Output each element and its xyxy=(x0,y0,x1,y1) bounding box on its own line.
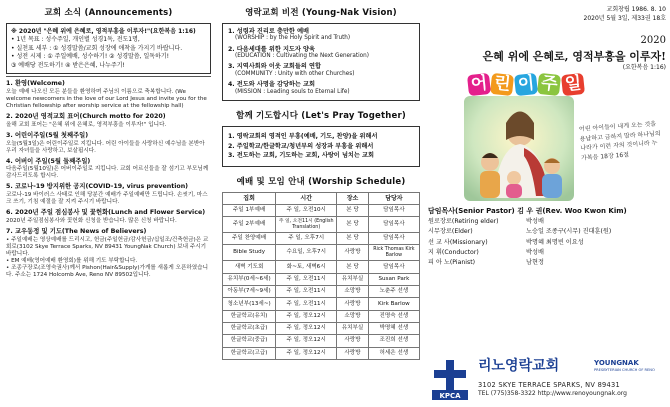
schedule-cell: 본 당 xyxy=(337,233,369,245)
schedule-cell: 주일 찬양예배 xyxy=(223,233,276,245)
schedule-cell: 본 당 xyxy=(337,261,369,273)
schedule-row xyxy=(223,217,420,233)
banner-letter: 이 xyxy=(514,73,539,96)
schedule-cell: Rick Thomas Kirk Barlow xyxy=(368,245,419,261)
staff-row xyxy=(428,239,666,247)
vision-en: (COMMUNITY : Unity with other Churches) xyxy=(235,71,355,78)
schedule-cell: 화~토, 새벽6시 xyxy=(276,261,337,273)
banner-letters xyxy=(468,74,584,95)
schedule-cell: Kirk Barlow xyxy=(368,298,419,310)
schedule-cell: 사랑방 xyxy=(337,245,369,261)
staff-role: 원로장로(Retiring elder) xyxy=(428,218,499,225)
schedule-cell: 허세은 선생 xyxy=(368,347,419,359)
vision-en: (WORSHIP : by the Holy Spirit and Truth) xyxy=(235,35,351,42)
church-name-en: YOUNGNAK xyxy=(594,359,639,367)
schedule-cell: 사랑방 xyxy=(337,335,369,347)
church-contact: TEL (775)358-3322 http://www.renoyoungnak.org xyxy=(478,390,627,397)
schedule-row xyxy=(223,245,420,261)
schedule-cell: 주 일, 정오12시 xyxy=(276,310,337,322)
staff-rows xyxy=(428,218,666,267)
schedule-title: 예배 및 모임 안내 (Worship Schedule) xyxy=(236,177,406,187)
church-name-en-sub: PRESBYTERIAN CHURCH OF RENO xyxy=(594,368,655,372)
schedule-cell: Susan Park xyxy=(368,273,419,285)
vision-item xyxy=(228,81,414,96)
vision-item xyxy=(228,46,414,61)
schedule-row xyxy=(223,298,420,310)
schedule-cell: 조진희 선생 xyxy=(368,335,419,347)
kpca-cross-icon xyxy=(428,358,472,402)
schedule-cell: 주 일, 정오12시 xyxy=(276,322,337,334)
scripture-verse: 어린 아이들이 내게 오는 것을 용납하고 금하지 말라 하나님의 나라가 이런 자의 것이니라 누가복음 18장 16절 xyxy=(578,120,661,162)
schedule-header-row xyxy=(223,192,420,204)
schedule-row xyxy=(223,335,420,347)
schedule-row xyxy=(223,273,420,285)
schedule-cell: 주 일, 오전11시 xyxy=(276,273,337,285)
banner-letter: 어 xyxy=(467,73,492,96)
kpca-label: KPCA xyxy=(439,392,461,400)
middle-column xyxy=(222,0,420,407)
news-item xyxy=(6,132,211,155)
news-item xyxy=(6,209,211,225)
schedule-cell: 아동부(7세~9세) xyxy=(223,286,276,298)
schedule-cell: 본 당 xyxy=(337,204,369,216)
schedule-cell: 진명숙 선생 xyxy=(368,310,419,322)
church-motto: 은혜 위에 은혜로, 영적부흥을 이루자! xyxy=(482,49,666,63)
news-body: 올해 교회 표어는 "은혜 위에 은혜로, 영적부흥을 이루자!" 입니다. xyxy=(6,121,167,128)
schedule-cell: 유치부실 xyxy=(337,273,369,285)
pray-title: 함께 기도합시다 (Let's Pray Together) xyxy=(236,111,406,122)
news-body: • 주일예배는 영상예배를 드리시고, 헌금(주일헌금/감사헌금/십일조/건축헌금)은 교회로(3102 Skye Terrace Sparks, NV 89431 YoungNak Church) 보내 주시기 바랍니다. • EM 예배(영어예배 환영회)를 위해 기도 부탁합니다. • 조종구장로(조영숙권사)께서 Pishon(Hair&Supply)가게를 새롭게 오픈하였습니다. 주소는 1724 Holcomb Ave, Reno NV 89502입니다. xyxy=(6,236,209,278)
news-item xyxy=(6,228,211,279)
childrens-day-illustration xyxy=(428,72,666,203)
schedule-cell: 주 일, 정오12시 xyxy=(276,347,337,359)
news-item xyxy=(6,113,211,129)
schedule-cell: 주 일, 오전10시 xyxy=(276,204,337,216)
news-heading: 7. 교우동정 및 기도(The News of Believers) xyxy=(6,228,147,236)
news-heading: 3. 어린이주일(5월 첫째주일) xyxy=(6,131,89,139)
schedule-cell: 담임목사 xyxy=(368,233,419,245)
schedule-cell: 청소년부(13세~) xyxy=(223,298,276,310)
schedule-cell: 한글학교(초급) xyxy=(223,322,276,334)
vision-item xyxy=(228,63,414,78)
schedule-row xyxy=(223,204,420,216)
schedule-cell: 소망방 xyxy=(337,286,369,298)
announcements-column xyxy=(6,0,211,407)
schedule-row xyxy=(223,286,420,298)
schedule-row xyxy=(223,347,420,359)
schedule-row xyxy=(223,261,420,273)
schedule-header: 담당자 xyxy=(368,192,419,204)
schedule-cell: 수요일, 오후7시 xyxy=(276,245,337,261)
vision-en: (MISSION : Leading souls to Eternal Life) xyxy=(235,89,350,95)
staff-row xyxy=(428,249,666,257)
schedule-cell: 담임목사 xyxy=(368,261,419,273)
banner-letter: 일 xyxy=(561,73,586,96)
staff-role: 피 아 노(Pianist) xyxy=(428,259,476,266)
vision-box xyxy=(222,23,420,102)
news-body: 코로나-19 바이러스 사태로 인해 당분간 예배가 주일예배만 드립니다. 손씻기, 마스크 쓰기, 기침 예절을 잘 지켜 주시기 바랍니다. xyxy=(6,192,208,206)
founded-date: 교회창립 1986. 8. 10 xyxy=(606,6,666,13)
staff-list xyxy=(428,207,666,267)
news-body: 오늘(5월3일)은 어린이주일로 지킵니다. 어린 아이들을 사랑하신 예수님을 본받아 우리 자녀들을 사랑하고, 보살핍시다. xyxy=(6,140,205,154)
vision-ko: 2. 다음세대를 위한 지도자 양육 xyxy=(228,45,315,53)
schedule-cell: 주 일, 오전11시 xyxy=(276,298,337,310)
summary-line: ③ 예배당 전도하기! ④ 받은은혜, 나누주기! xyxy=(11,61,125,69)
schedule-cell: 본 당 xyxy=(337,217,369,233)
schedule-header: 장소 xyxy=(337,192,369,204)
staff-names: 박성배 xyxy=(526,218,544,225)
news-body: 오늘 예배 나오신 모든 분들을 환영하며 주님의 이름으로 축복합니다. (We welcome newcomers in the love of our Lord Jesus and invite you for the Christian fellowship after worship service at the fellowship hall) xyxy=(6,88,207,109)
schedule-cell: 한글학교(고급) xyxy=(223,347,276,359)
schedule-cell: 사랑방 xyxy=(337,347,369,359)
vision-ko: 1. 성령과 진리로 충만한 예배 xyxy=(228,27,310,35)
staff-names: 박명혜 최명빈 이요성 xyxy=(526,238,584,246)
banner-letter: 린 xyxy=(490,73,515,96)
summary-line: • 실천표 세부 : ① 성경말씀/교회 성장에 애착을 가지기 바랍니다. xyxy=(11,44,183,52)
announcements-title: 교회 소식 (Announcements) xyxy=(44,8,173,18)
schedule-cell: 사랑방 xyxy=(337,298,369,310)
news-heading: 6. 2020년 주일 점심봉사 및 꽃헌화(Lunch and Flower Service) xyxy=(6,209,206,217)
pray-box xyxy=(222,126,420,167)
motto-reference: (요한복음 1:16) xyxy=(622,64,666,72)
motto-summary-box xyxy=(6,23,211,75)
schedule-cell: 한글학교(유치) xyxy=(223,310,276,322)
schedule-cell: 한글학교(중급) xyxy=(223,335,276,347)
staff-role: 선 교 사(Missionary) xyxy=(428,238,488,246)
schedule-cell: 박명혜 선생 xyxy=(368,322,419,334)
vision-ko: 3. 지역사회와 이웃 교회들의 연합 xyxy=(228,63,321,71)
news-body: 2020년 주일점심봉사와 꽃헌화 신청을 받습니다. 많은 신청 바랍니다. xyxy=(6,218,177,225)
schedule-cell: 주 일, 오전11시 xyxy=(276,286,337,298)
news-item xyxy=(6,80,211,110)
schedule-cell: 주 일, 오전11시 (English Translation) xyxy=(276,217,337,233)
schedule-cell: 담임목사 xyxy=(368,204,419,216)
staff-names: 남현정 xyxy=(526,259,544,266)
schedule-cell: 주 일, 정오12시 xyxy=(276,335,337,347)
vision-ko: 4. 전도와 사명을 감당하는 교회 xyxy=(228,81,315,89)
news-heading: 1. 환영(Welcome) xyxy=(6,80,65,88)
schedule-cell: 주일 1부예배 xyxy=(223,204,276,216)
staff-names: 박성배 xyxy=(526,248,544,256)
schedule-cell: 유치부실 xyxy=(337,322,369,334)
church-footer xyxy=(428,355,666,403)
news-heading: 5. 코로나-19 방지위한 공지(COVID-19, virus prevention) xyxy=(6,183,189,191)
news-list xyxy=(6,80,211,279)
staff-row xyxy=(428,259,666,267)
schedule-row xyxy=(223,322,420,334)
news-heading: 4. 어버이 주일(5월 둘째주일) xyxy=(6,157,91,165)
schedule-row xyxy=(223,310,420,322)
church-info xyxy=(428,5,666,23)
schedule-cell: 노춘주 선생 xyxy=(368,286,419,298)
schedule-cell: 주일 2부예배 xyxy=(223,217,276,233)
summary-line: • 성전 시제 : ① 주일예배, 성수하기! ② 성경말씀, 일독하기! xyxy=(11,53,170,61)
schedule-cell: 유치부(0세~6세) xyxy=(223,273,276,285)
news-body: 다음주일(5월10일)은 어버이주일로 지킵니다. 교회 어르신들을 잘 섬기고 부모님께 감사드리도록 합시다. xyxy=(6,166,209,180)
summary-line: • 1년 목표 : 성수주일, 개인별 성경1독, 전도1명, xyxy=(11,36,140,44)
issue-date: 2020년 5월 3일, 제33권 18호 xyxy=(583,15,666,22)
pray-item: 1. 영락교회의 영적인 부흥(예배, 기도, 찬양)을 위해서 xyxy=(228,132,378,140)
senior-pastor: 담임목사(Senior Pastor) 김 우 권(Rev. Woo Kwon Kim) xyxy=(428,206,627,215)
vision-en: (EDUCATION : Cultivating the Next Generation) xyxy=(235,53,369,60)
news-heading: 2. 2020년 영적교회 표어(Church motto for 2020) xyxy=(6,112,166,120)
summary-line: ※ 2020년 "은혜 위에 은혜로, 영적부흥을 이루자!"(요한복음 1:16) xyxy=(11,27,196,35)
staff-role: 시무장로(Elder) xyxy=(428,228,473,236)
schedule-table xyxy=(222,192,420,360)
staff-names: 노승일 조종구(시무) 진대훈(원) xyxy=(526,228,612,236)
staff-row xyxy=(428,218,666,226)
schedule-body xyxy=(223,204,420,359)
divider xyxy=(6,76,211,77)
schedule-cell: 소망방 xyxy=(337,310,369,322)
vision-item xyxy=(228,28,414,43)
schedule-header: 집회 xyxy=(223,192,276,204)
schedule-cell: 주 일, 오후7시 xyxy=(276,233,337,245)
schedule-header: 시간 xyxy=(276,192,337,204)
motto-year: 2020 xyxy=(640,35,666,46)
schedule-cell: Bible Study xyxy=(223,245,276,261)
childrens-day-banner xyxy=(468,74,584,95)
staff-row xyxy=(428,228,666,236)
schedule-cell: 담임목사 xyxy=(368,217,419,233)
schedule-cell: 새벽 기도회 xyxy=(223,261,276,273)
church-name-ko: 리노영락교회 xyxy=(478,358,560,374)
banner-letter: 주 xyxy=(537,73,562,96)
news-item xyxy=(6,158,211,181)
pray-item: 3. 전도하는 교회, 기도하는 교회, 사랑이 넘치는 교회 xyxy=(228,152,374,160)
vision-title: 영락교회 비전 (Young-Nak Vision) xyxy=(245,8,397,18)
cover-column xyxy=(428,0,666,407)
pray-item: 2. 주일학교/한글학교/청년부의 성장과 부흥을 위해서 xyxy=(228,142,374,150)
schedule-row xyxy=(223,233,420,245)
news-item xyxy=(6,183,211,206)
staff-role: 지 휘(Conductor) xyxy=(428,248,479,256)
church-address: 3102 SKYE TERRACE SPARKS, NV 89431 xyxy=(478,381,621,389)
